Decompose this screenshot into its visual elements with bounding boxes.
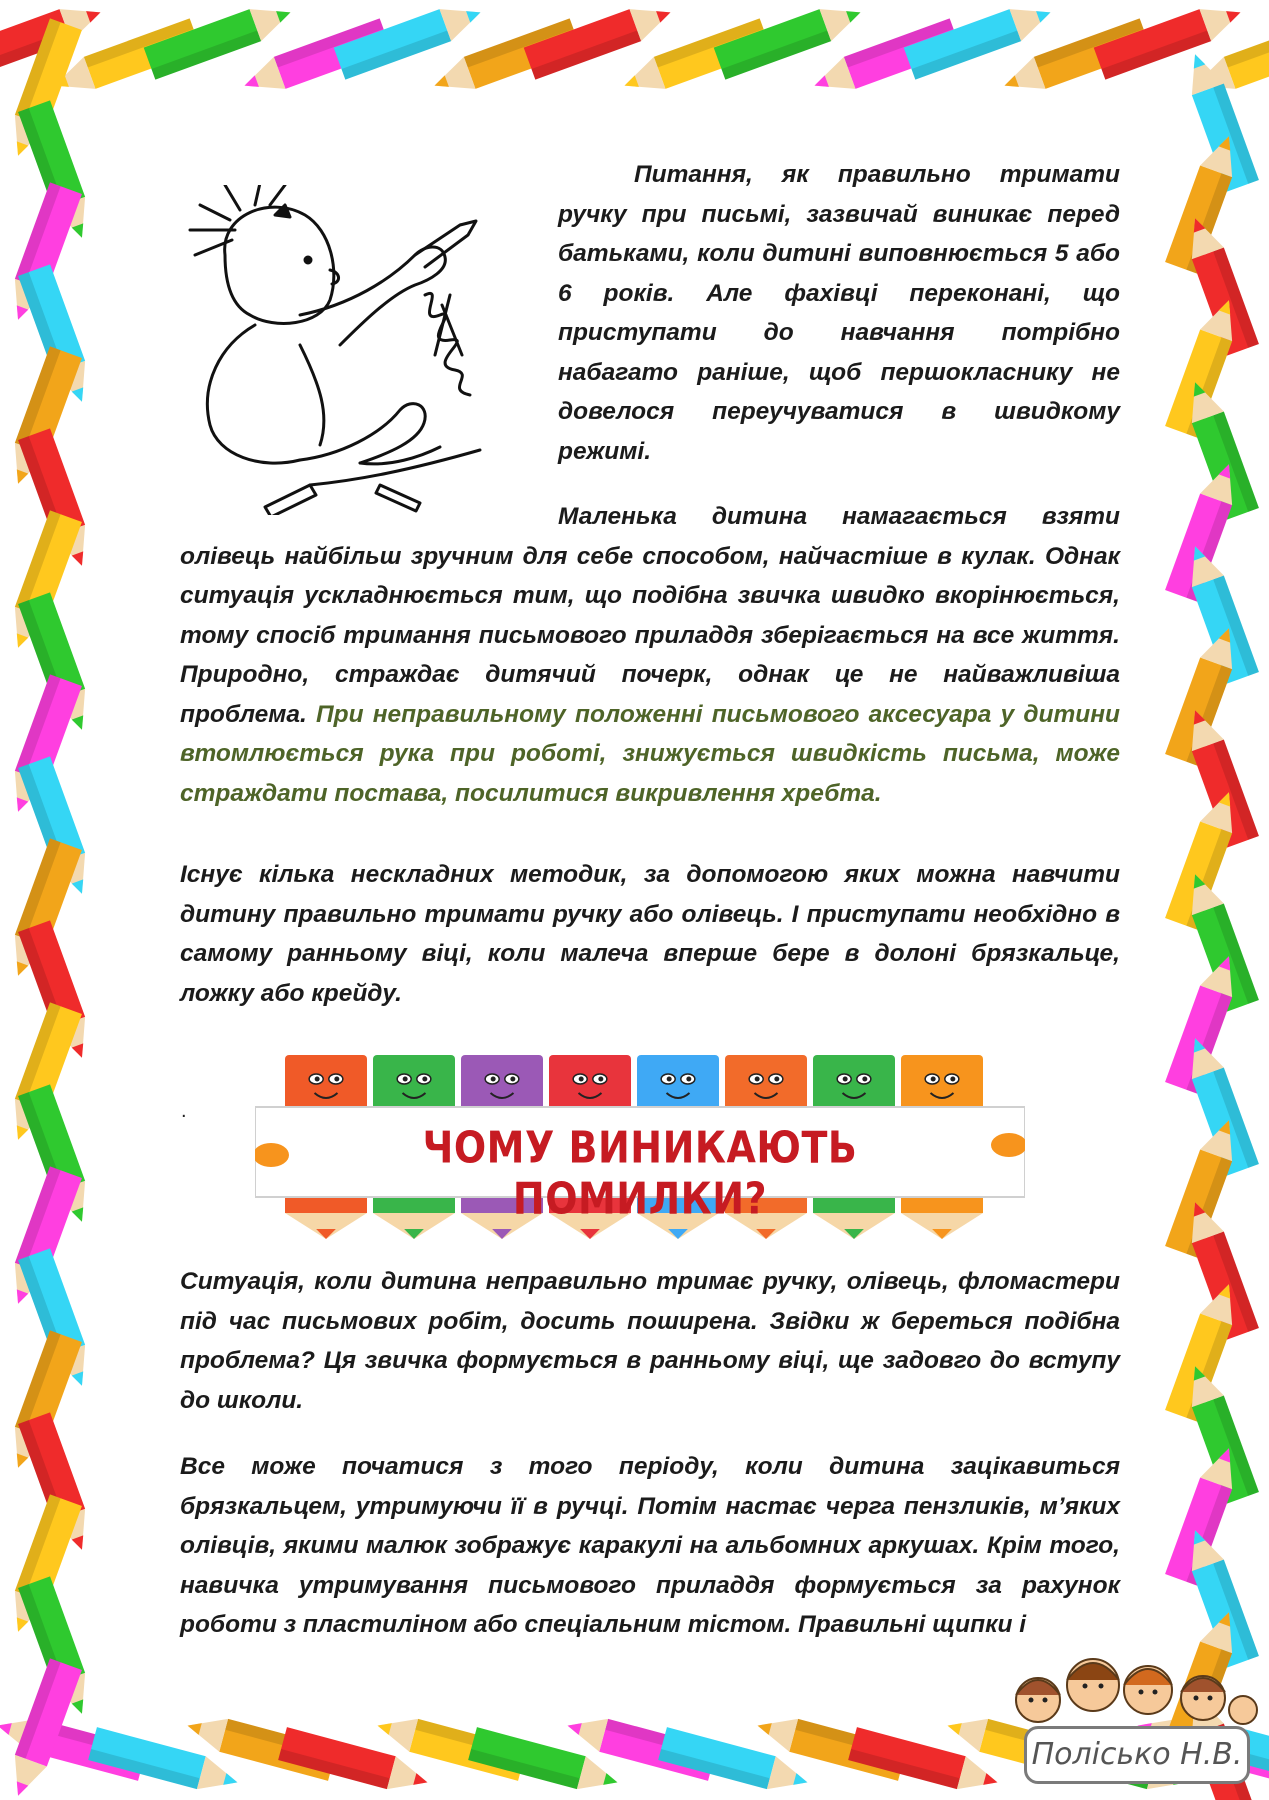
fist-grip-paragraph — [180, 497, 1120, 813]
stray-dot: . — [181, 1100, 187, 1122]
methods-paragraph: Існує кілька нескладних методик, за допомогою яких можна навчити дитину правильно тримати ручку або олівець. І приступати необхідно в самому ранньому віці, коли малеча вперше бере в долоні брязкальце, ложку або крейду. — [180, 861, 1120, 1007]
signature-label: Полісько Н.В. — [1024, 1726, 1250, 1784]
child-drawing-icon — [180, 185, 545, 515]
children-faces-icon — [998, 1640, 1260, 1740]
consequences-highlight: При неправильному положенні письмового аксесуара у дитини втомлюється рука при роботі, знижується швидкість письма, може страждати постава, посилитися викривлення хребта. — [180, 700, 1120, 807]
habit-paragraph: Ситуація, коли дитина неправильно тримає ручку, олівець, фломастери під час письмових робіт, досить поширена. Звідки ж береться подібна проблема? Ця звичка формується в ранньому віці, ще задовго до вступу до школи. — [180, 1268, 1120, 1414]
fist-grip-text: Маленька дитина намагається взяти олівець найбільш зручним для себе способом, найчастіше в кулак. Однак ситуація ускладнюється тим, що подібна звичка швидко вкорінюється, тому спосіб тримання письмового приладдя зберігається на все життя. Природно, страждає дитячий почерк, однак це не найважливіша проблема. — [180, 503, 1120, 728]
author-signature — [998, 1640, 1260, 1790]
section-banner — [255, 1045, 1025, 1245]
intro-paragraph: Питання, як правильно тримати ручку при письмі, зазвичай виникає перед батьками, коли дитині виповнюється 5 або 6 років. Але фахівці переконані, що приступати до навчання потрібно набагато раніше, щоб першокласнику не довелося переучуватися в швидкому режимі. — [558, 161, 1120, 465]
early-period-paragraph: Все може початися з того періоду, коли дитина зацікавиться брязкальцем, утримуючи її в ручці. Потім настає черга пензликів, м’яких олівців, якими малюк зображує каракулі на альбомних аркушах. Крім того, навичка утримування письмового приладдя формується за рахунок роботи з пластиліном або спеціальним тістом. Правильні щипки і — [180, 1453, 1120, 1638]
banner-title: ЧОМУ ВИНИКАЮТЬ ПОМИЛКИ? — [422, 1122, 858, 1224]
